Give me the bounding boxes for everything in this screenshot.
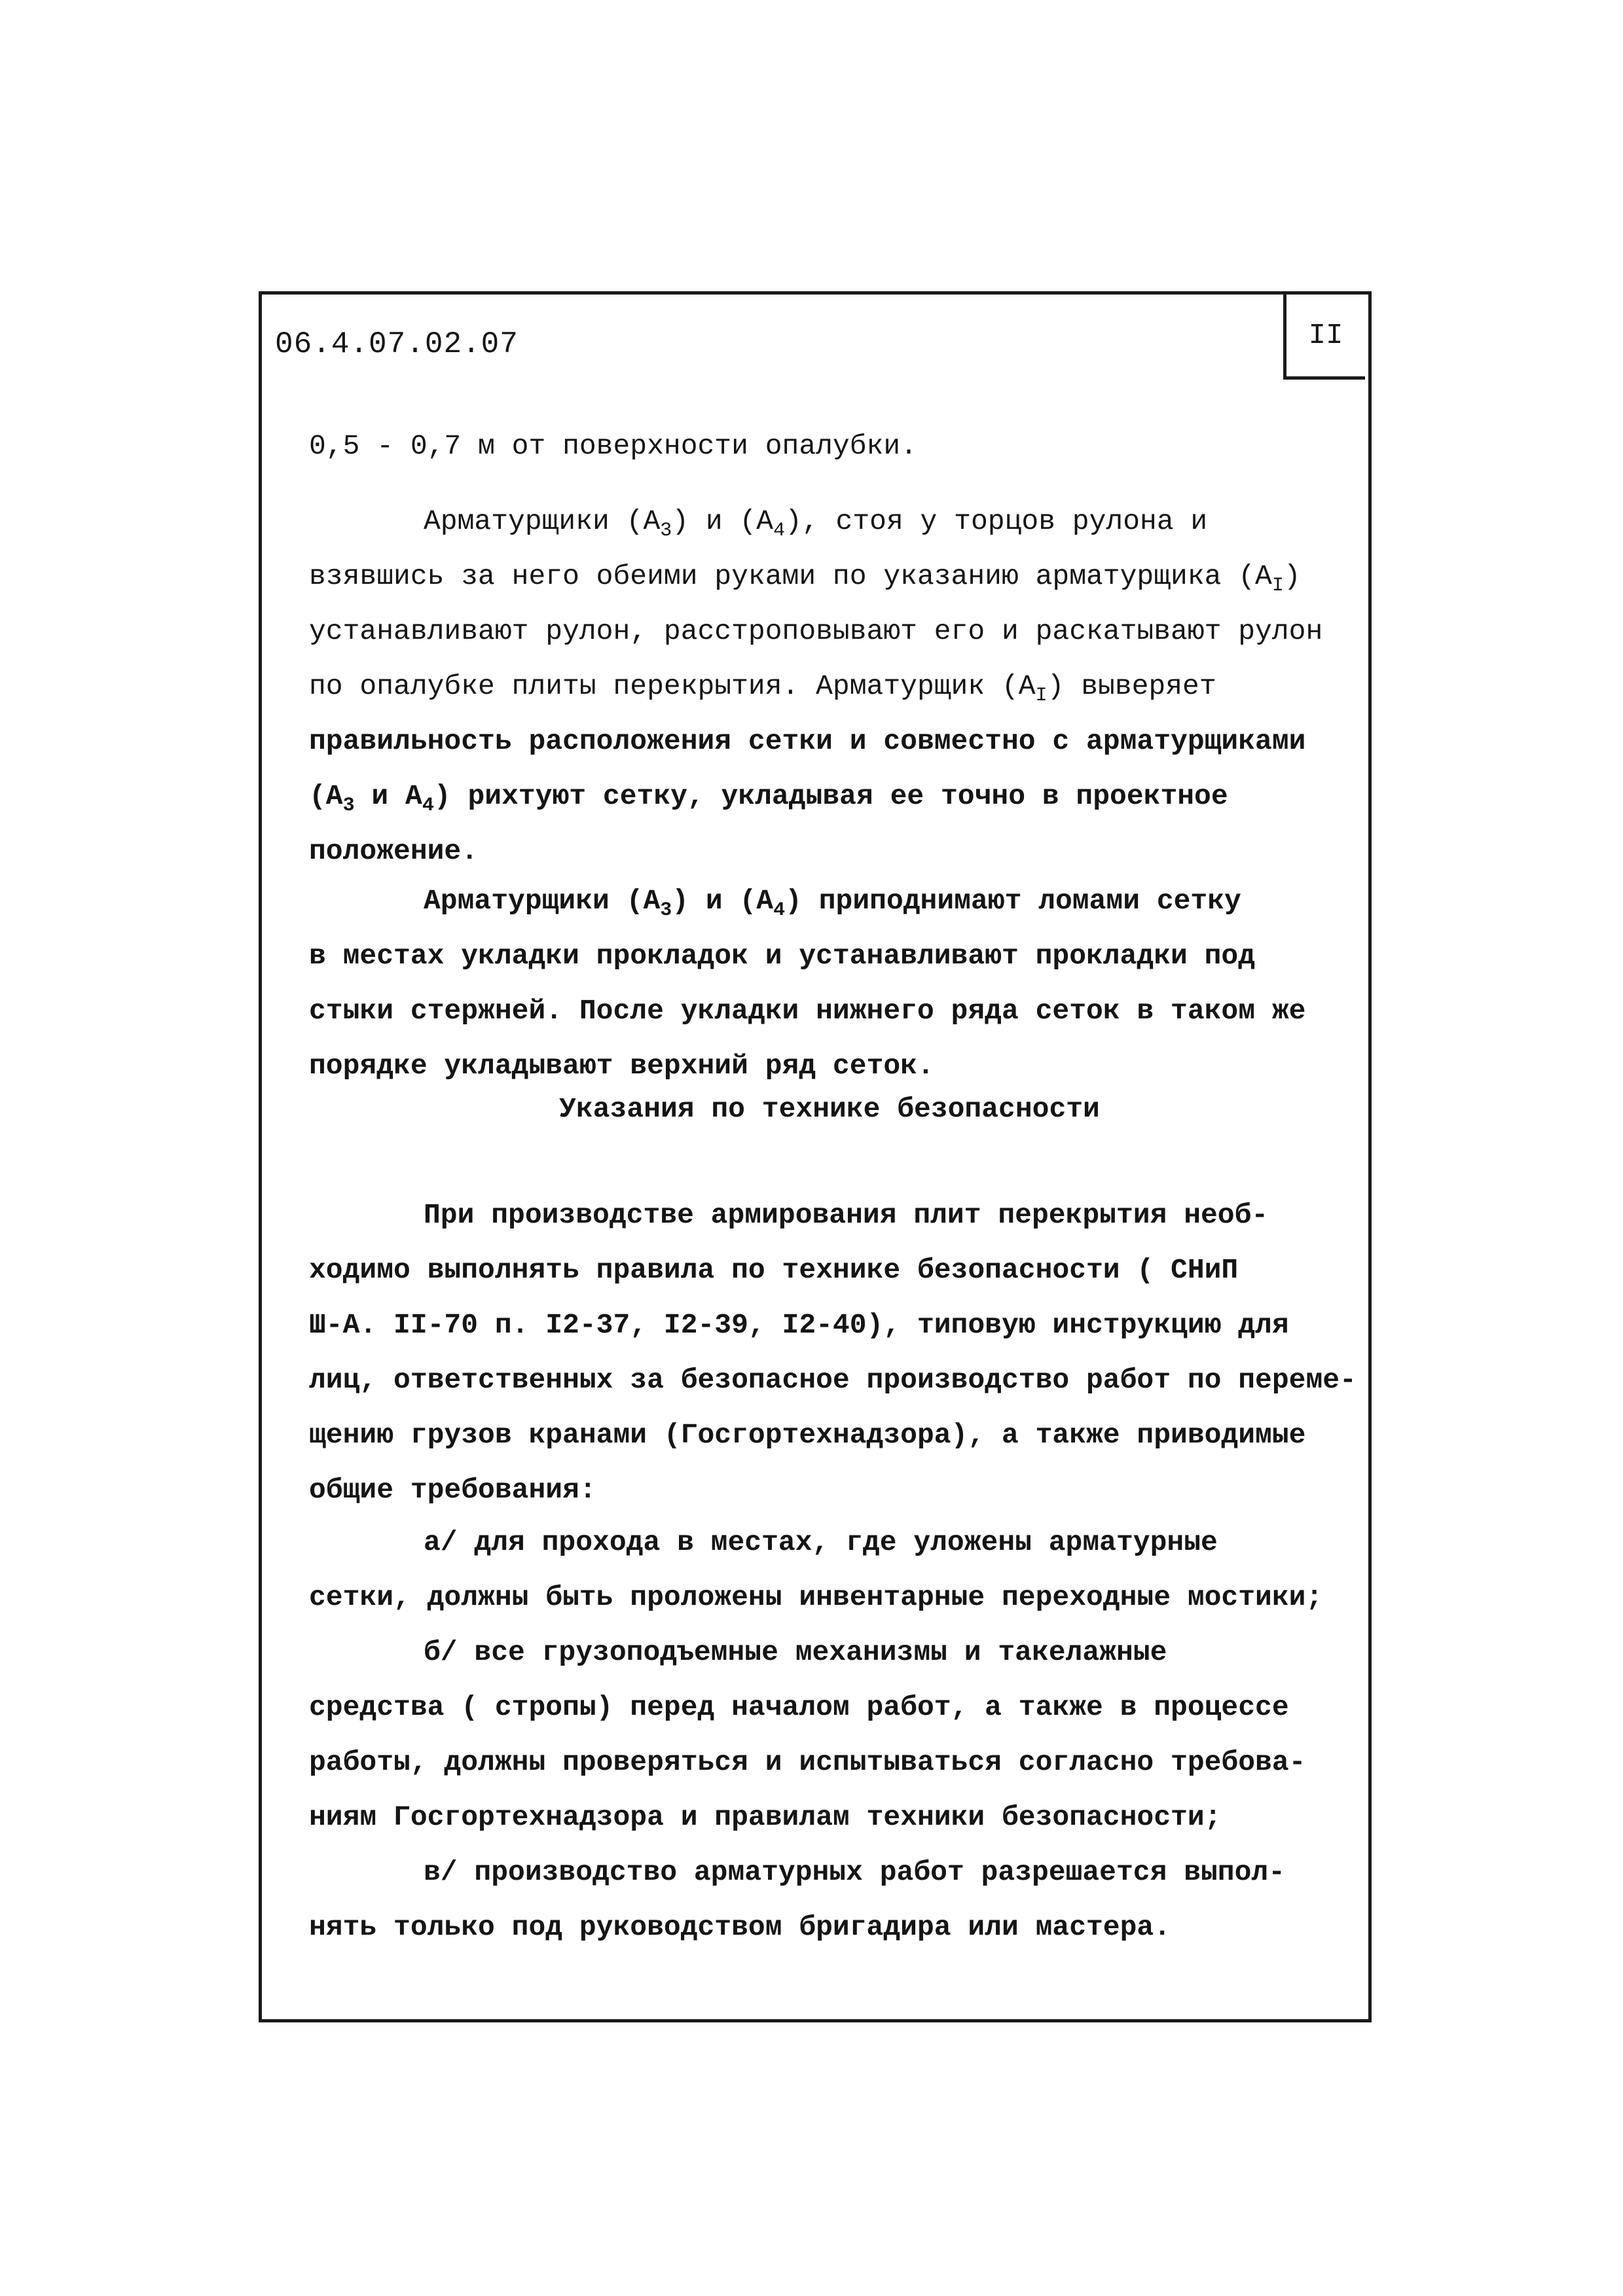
text-fragment: ) и (А — [672, 885, 774, 917]
list-item: а/ для прохода в местах, где уложены арматурные — [424, 1526, 1218, 1558]
text-line: положение. — [309, 835, 479, 867]
text-line: ниям Госгортехнадзора и правилам техники безопасности; — [309, 1801, 1222, 1833]
text-fragment: взявшись за него обеими руками по указанию арматурщика (А — [309, 560, 1272, 592]
text-line: средства ( стропы) перед началом работ, а также в процессе — [309, 1691, 1289, 1723]
text-fragment: Арматурщики (А — [424, 505, 661, 537]
text-fragment: ) и (А — [672, 505, 774, 537]
text-line: правильность расположения сетки и совместно с арматурщиками — [309, 725, 1306, 757]
requirements-list — [309, 1515, 1350, 1955]
subscript: I — [1035, 685, 1048, 707]
subscript: 3 — [342, 795, 355, 817]
text-line: лиц, ответственных за безопасное производство работ по переме- — [309, 1364, 1357, 1396]
text-line: общие требования: — [309, 1474, 596, 1506]
text-line — [309, 494, 1350, 549]
text-line: в местах укладки прокладок и устанавливают прокладки под — [309, 940, 1256, 972]
text-line: Ш-А. II-70 п. I2-37, I2-39, I2-40), типовую инструкцию для — [309, 1309, 1289, 1341]
text-fragment: ) рихтуют сетку, укладывая ее точно в проектное — [433, 780, 1228, 812]
text-line — [309, 769, 1350, 824]
paragraph-spacers — [309, 874, 1350, 1094]
text-fragment: ) выверяет — [1047, 670, 1216, 702]
section-heading: Указания по технике безопасности — [559, 1093, 1100, 1125]
text-line: ходимо выполнять правила по технике безопасности ( СНиП — [309, 1254, 1239, 1286]
subscript: 3 — [660, 520, 672, 542]
text-line: устанавливают рулон, расстроповывают его и раскатывают рулон — [309, 615, 1323, 647]
paragraph-intro — [309, 419, 1350, 474]
text-line — [309, 874, 1350, 929]
text-line: щению грузов кранами (Госгортехнадзора), а также приводимые — [309, 1419, 1306, 1451]
text-fragment: по опалубке плиты перекрытия. Арматурщик (А — [309, 670, 1036, 702]
subscript: 4 — [773, 520, 786, 542]
text-line: нять только под руководством бригадира или мастера. — [309, 1911, 1171, 1943]
paragraph-safety-rules — [309, 1188, 1357, 1518]
document-code: 06.4.07.02.07 — [275, 327, 519, 361]
text-fragment: ) — [1283, 560, 1301, 592]
paragraph-unrolling — [309, 494, 1350, 879]
text-line — [309, 549, 1350, 604]
text-line: сетки, должны быть проложены инвентарные переходные мостики; — [309, 1581, 1323, 1613]
subscript: 4 — [773, 899, 786, 922]
subscript: 4 — [422, 795, 434, 817]
page-number: II — [1283, 295, 1365, 380]
text-fragment: Арматурщики (А — [424, 885, 661, 917]
text-fragment: и А — [354, 780, 422, 812]
list-item: в/ производство арматурных работ разрешается выпол- — [424, 1856, 1286, 1888]
text-line: порядке укладывают верхний ряд сеток. — [309, 1050, 934, 1082]
text-fragment: ), стоя у торцов рулона и — [785, 505, 1208, 537]
subscript: I — [1271, 575, 1284, 597]
subscript: 3 — [660, 899, 672, 922]
list-item: б/ все грузоподъемные механизмы и такелажные — [424, 1636, 1167, 1668]
text-line — [309, 659, 1350, 714]
text-line: работы, должны проверяться и испытываться согласно требова- — [309, 1746, 1306, 1778]
text-line: При производстве армирования плит перекрытия необ- — [424, 1199, 1269, 1231]
text-line: 0,5 - 0,7 м от поверхности опалубки. — [309, 430, 917, 462]
text-line: стыки стержней. После укладки нижнего ряда сеток в таком же — [309, 995, 1306, 1027]
text-fragment: ) приподнимают ломами сетку — [785, 885, 1241, 917]
text-fragment: (А — [309, 780, 343, 812]
